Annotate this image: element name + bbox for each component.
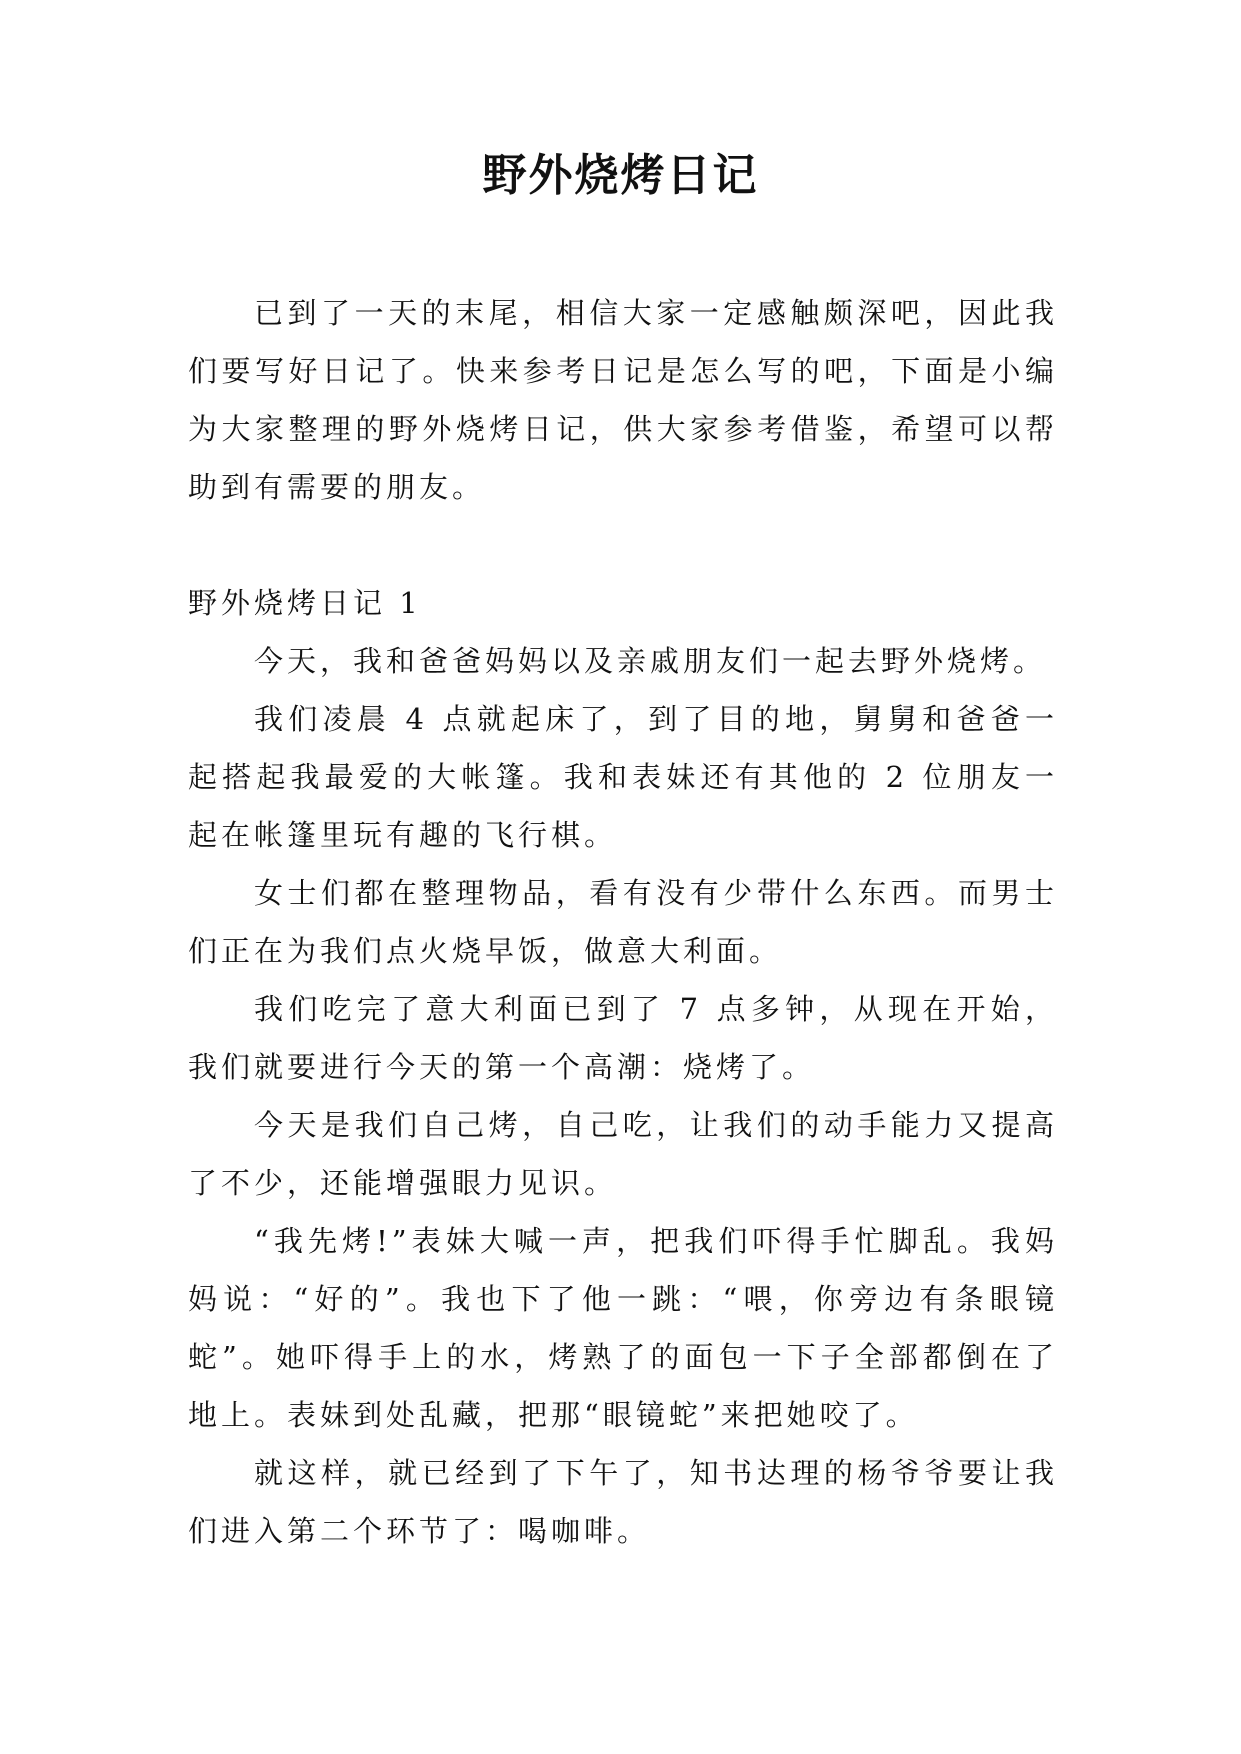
- body-paragraph-3: 女士们都在整理物品，看有没有少带什么东西。而男士们正在为我们点火烧早饭，做意大利面。: [188, 876, 1058, 968]
- body-paragraph-1: 今天，我和爸爸妈妈以及亲戚朋友们一起去野外烧烤。: [254, 644, 1047, 678]
- document-body: [188, 284, 1058, 1560]
- intro-paragraph: 已到了一天的末尾，相信大家一定感触颇深吧，因此我们要写好日记了。快来参考日记是怎么写的吧，下面是小编为大家整理的野外烧烤日记，供大家参考借鉴，希望可以帮助到有需要的朋友。: [188, 296, 1058, 504]
- body-paragraph-7: 就这样，就已经到了下午了，知书达理的杨爷爷要让我们进入第二个环节了：喝咖啡。: [188, 1456, 1058, 1548]
- document-title: 野外烧烤日记: [482, 150, 759, 201]
- section-heading: 野外烧烤日记 1: [188, 586, 422, 620]
- body-paragraph-4: 我们吃完了意大利面已到了 7 点多钟，从现在开始，我们就要进行今天的第一个高潮：烧烤了。: [188, 992, 1058, 1084]
- body-paragraph-2: 我们凌晨 4 点就起床了，到了目的地，舅舅和爸爸一起搭起我最爱的大帐篷。我和表妹还有其他的 2 位朋友一起在帐篷里玩有趣的飞行棋。: [188, 702, 1058, 852]
- body-paragraph-5: 今天是我们自己烤，自己吃，让我们的动手能力又提高了不少，还能增强眼力见识。: [188, 1108, 1058, 1200]
- body-paragraph-6: “我先烤!”表妹大喊一声，把我们吓得手忙脚乱。我妈妈说：“好的”。我也下了他一跳：“喂，你旁边有条眼镜蛇”。她吓得手上的水，烤熟了的面包一下子全部都倒在了地上。表妹到处乱藏，把那“眼镜蛇”来把她咬了。: [188, 1224, 1058, 1432]
